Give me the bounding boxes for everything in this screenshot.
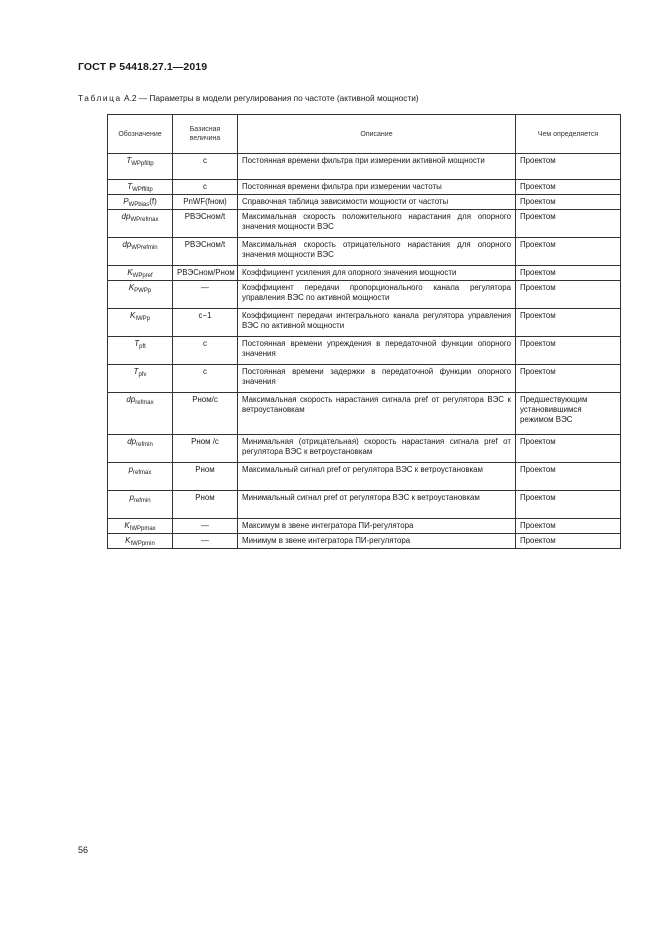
column-header-base: Базисная величина — [173, 115, 238, 154]
cell-symbol — [108, 154, 173, 180]
cell-description: Коэффициент передачи пропорционального канала регулятора управления ВЭС по активной мощности — [238, 281, 516, 309]
table-row — [108, 309, 621, 337]
symbol-subscript: pft — [139, 344, 146, 350]
symbol-subscript: refmax — [133, 470, 152, 476]
cell-symbol — [108, 266, 173, 281]
cell-defined-by: Проектом — [516, 266, 621, 281]
cell-description: Максимальная скорость отрицательного нарастания для опорного значения мощности ВЭС — [238, 238, 516, 266]
table-row — [108, 180, 621, 195]
symbol-subscript: refmin — [136, 442, 153, 448]
table-caption-label: Таблица — [78, 93, 122, 103]
cell-description: Постоянная времени упреждения в передаточной функции опорного значения — [238, 337, 516, 365]
table-row — [108, 281, 621, 309]
cell-defined-by: Проектом — [516, 180, 621, 195]
table-row — [108, 195, 621, 210]
column-header-description: Описание — [238, 115, 516, 154]
cell-defined-by: Проектом — [516, 238, 621, 266]
cell-base-value: — — [173, 281, 238, 309]
cell-base-value: с — [173, 337, 238, 365]
cell-description: Минимальный сигнал pref от регулятора ВЭС к ветроустановкам — [238, 491, 516, 519]
table-row — [108, 337, 621, 365]
cell-base-value: PnWF(fном) — [173, 195, 238, 210]
cell-symbol — [108, 534, 173, 549]
cell-base-value: Pном — [173, 463, 238, 491]
symbol-main: T — [127, 182, 133, 191]
cell-base-value: Pном /с — [173, 435, 238, 463]
column-header-symbol: Обозначение — [108, 115, 173, 154]
symbol-argument: (f) — [149, 197, 157, 206]
table-row — [108, 266, 621, 281]
parameters-table — [107, 114, 621, 549]
column-header-defined-by: Чем определяется — [516, 115, 621, 154]
symbol-subscript: WPpfiltp — [131, 161, 154, 167]
cell-symbol — [108, 435, 173, 463]
symbol-main: K — [128, 283, 135, 292]
cell-symbol — [108, 180, 173, 195]
cell-defined-by: Проектом — [516, 365, 621, 393]
cell-defined-by: Проектом — [516, 463, 621, 491]
table-row — [108, 463, 621, 491]
cell-symbol — [108, 210, 173, 238]
symbol-subscript: IWPpmin — [130, 541, 155, 547]
cell-symbol — [108, 195, 173, 210]
table-row — [108, 534, 621, 549]
cell-base-value: PВЭСном/Pном — [173, 266, 238, 281]
table-row — [108, 238, 621, 266]
cell-defined-by: Проектом — [516, 337, 621, 365]
cell-defined-by: Проектом — [516, 435, 621, 463]
symbol-main: T — [126, 156, 132, 165]
symbol-main: P — [123, 197, 129, 206]
cell-symbol — [108, 281, 173, 309]
symbol-main: K — [127, 268, 133, 277]
cell-description: Максимальная скорость положительного нарастания для опорного значения мощности ВЭС — [238, 210, 516, 238]
table-caption — [78, 93, 419, 103]
symbol-subscript: WPffiltp — [132, 187, 153, 193]
cell-description: Постоянная времени фильтра при измерении частоты — [238, 180, 516, 195]
cell-base-value: PВЭСном/t — [173, 210, 238, 238]
table-row — [108, 210, 621, 238]
cell-base-value: с — [173, 365, 238, 393]
symbol-main: p — [128, 465, 134, 474]
cell-description: Постоянная времени задержки в передаточной функции опорного значения — [238, 365, 516, 393]
cell-symbol — [108, 491, 173, 519]
symbol-subscript: PWPp — [134, 288, 152, 294]
cell-symbol — [108, 337, 173, 365]
cell-description: Максимальная скорость нарастания сигнала pref от регулятора ВЭС к ветроустановкам — [238, 393, 516, 435]
cell-description: Минимальная (отрицательная) скорость нарастания сигнала pref от регулятора ВЭС к ветроустановкам — [238, 435, 516, 463]
table-body — [108, 154, 621, 549]
cell-defined-by: Проектом — [516, 281, 621, 309]
cell-defined-by: Проектом — [516, 534, 621, 549]
cell-defined-by: Проектом — [516, 491, 621, 519]
symbol-subscript: IWPpmax — [129, 526, 156, 532]
cell-symbol — [108, 393, 173, 435]
table-row — [108, 393, 621, 435]
cell-symbol — [108, 365, 173, 393]
symbol-main: K — [124, 521, 130, 530]
cell-base-value: Pном/с — [173, 393, 238, 435]
cell-defined-by: Проектом — [516, 210, 621, 238]
table-row — [108, 435, 621, 463]
table-header-row — [108, 115, 621, 154]
cell-defined-by: Проектом — [516, 195, 621, 210]
cell-symbol — [108, 238, 173, 266]
symbol-subscript: WPrefmin — [131, 245, 158, 251]
symbol-main: T — [133, 367, 139, 376]
cell-defined-by: Предшествующим установившимся режимом ВЭС — [516, 393, 621, 435]
cell-symbol — [108, 309, 173, 337]
table-row — [108, 154, 621, 180]
table-row — [108, 491, 621, 519]
cell-description: Коэффициент усиления для опорного значения мощности — [238, 266, 516, 281]
page-number: 56 — [78, 845, 89, 855]
symbol-main: dp — [121, 212, 131, 221]
symbol-subscript: refmax — [135, 400, 154, 406]
cell-description: Минимум в звене интегратора ПИ-регулятора — [238, 534, 516, 549]
symbol-main: K — [129, 311, 136, 320]
symbol-main: K — [125, 536, 131, 545]
symbol-subscript: WPrefmax — [130, 217, 159, 223]
cell-base-value: Pном — [173, 491, 238, 519]
cell-symbol — [108, 463, 173, 491]
cell-base-value: с−1 — [173, 309, 238, 337]
cell-defined-by: Проектом — [516, 309, 621, 337]
cell-base-value: — — [173, 519, 238, 534]
symbol-main: dp — [126, 395, 136, 404]
table-row — [108, 365, 621, 393]
cell-description: Постоянная времени фильтра при измерении активной мощности — [238, 154, 516, 180]
symbol-subscript: WPpref — [132, 273, 153, 279]
symbol-subscript: pfv — [138, 372, 147, 378]
cell-base-value: — — [173, 534, 238, 549]
cell-defined-by: Проектом — [516, 154, 621, 180]
symbol-main: dp — [122, 240, 132, 249]
cell-description: Коэффициент передачи интегрального канала регулятора управления ВЭС по активной мощности — [238, 309, 516, 337]
cell-base-value: PВЭСном/t — [173, 238, 238, 266]
table-row — [108, 519, 621, 534]
symbol-subscript: WPbias — [128, 202, 150, 208]
symbol-subscript: IWPp — [135, 316, 150, 322]
symbol-main: p — [129, 493, 134, 502]
symbol-main: T — [134, 339, 140, 348]
cell-base-value: с — [173, 180, 238, 195]
document-title: ГОСТ Р 54418.27.1—2019 — [78, 61, 208, 73]
cell-description: Справочная таблица зависимости мощности от частоты — [238, 195, 516, 210]
symbol-main: dp — [127, 437, 137, 446]
table-caption-text: А.2 — Параметры в модели регулирования по частоте (активной мощности) — [121, 93, 419, 103]
cell-description: Максимум в звене интегратора ПИ-регулятора — [238, 519, 516, 534]
symbol-subscript: refmin — [133, 498, 151, 504]
cell-description: Максимальный сигнал pref от регулятора ВЭС к ветроустановкам — [238, 463, 516, 491]
cell-base-value: с — [173, 154, 238, 180]
cell-defined-by: Проектом — [516, 519, 621, 534]
cell-symbol — [108, 519, 173, 534]
